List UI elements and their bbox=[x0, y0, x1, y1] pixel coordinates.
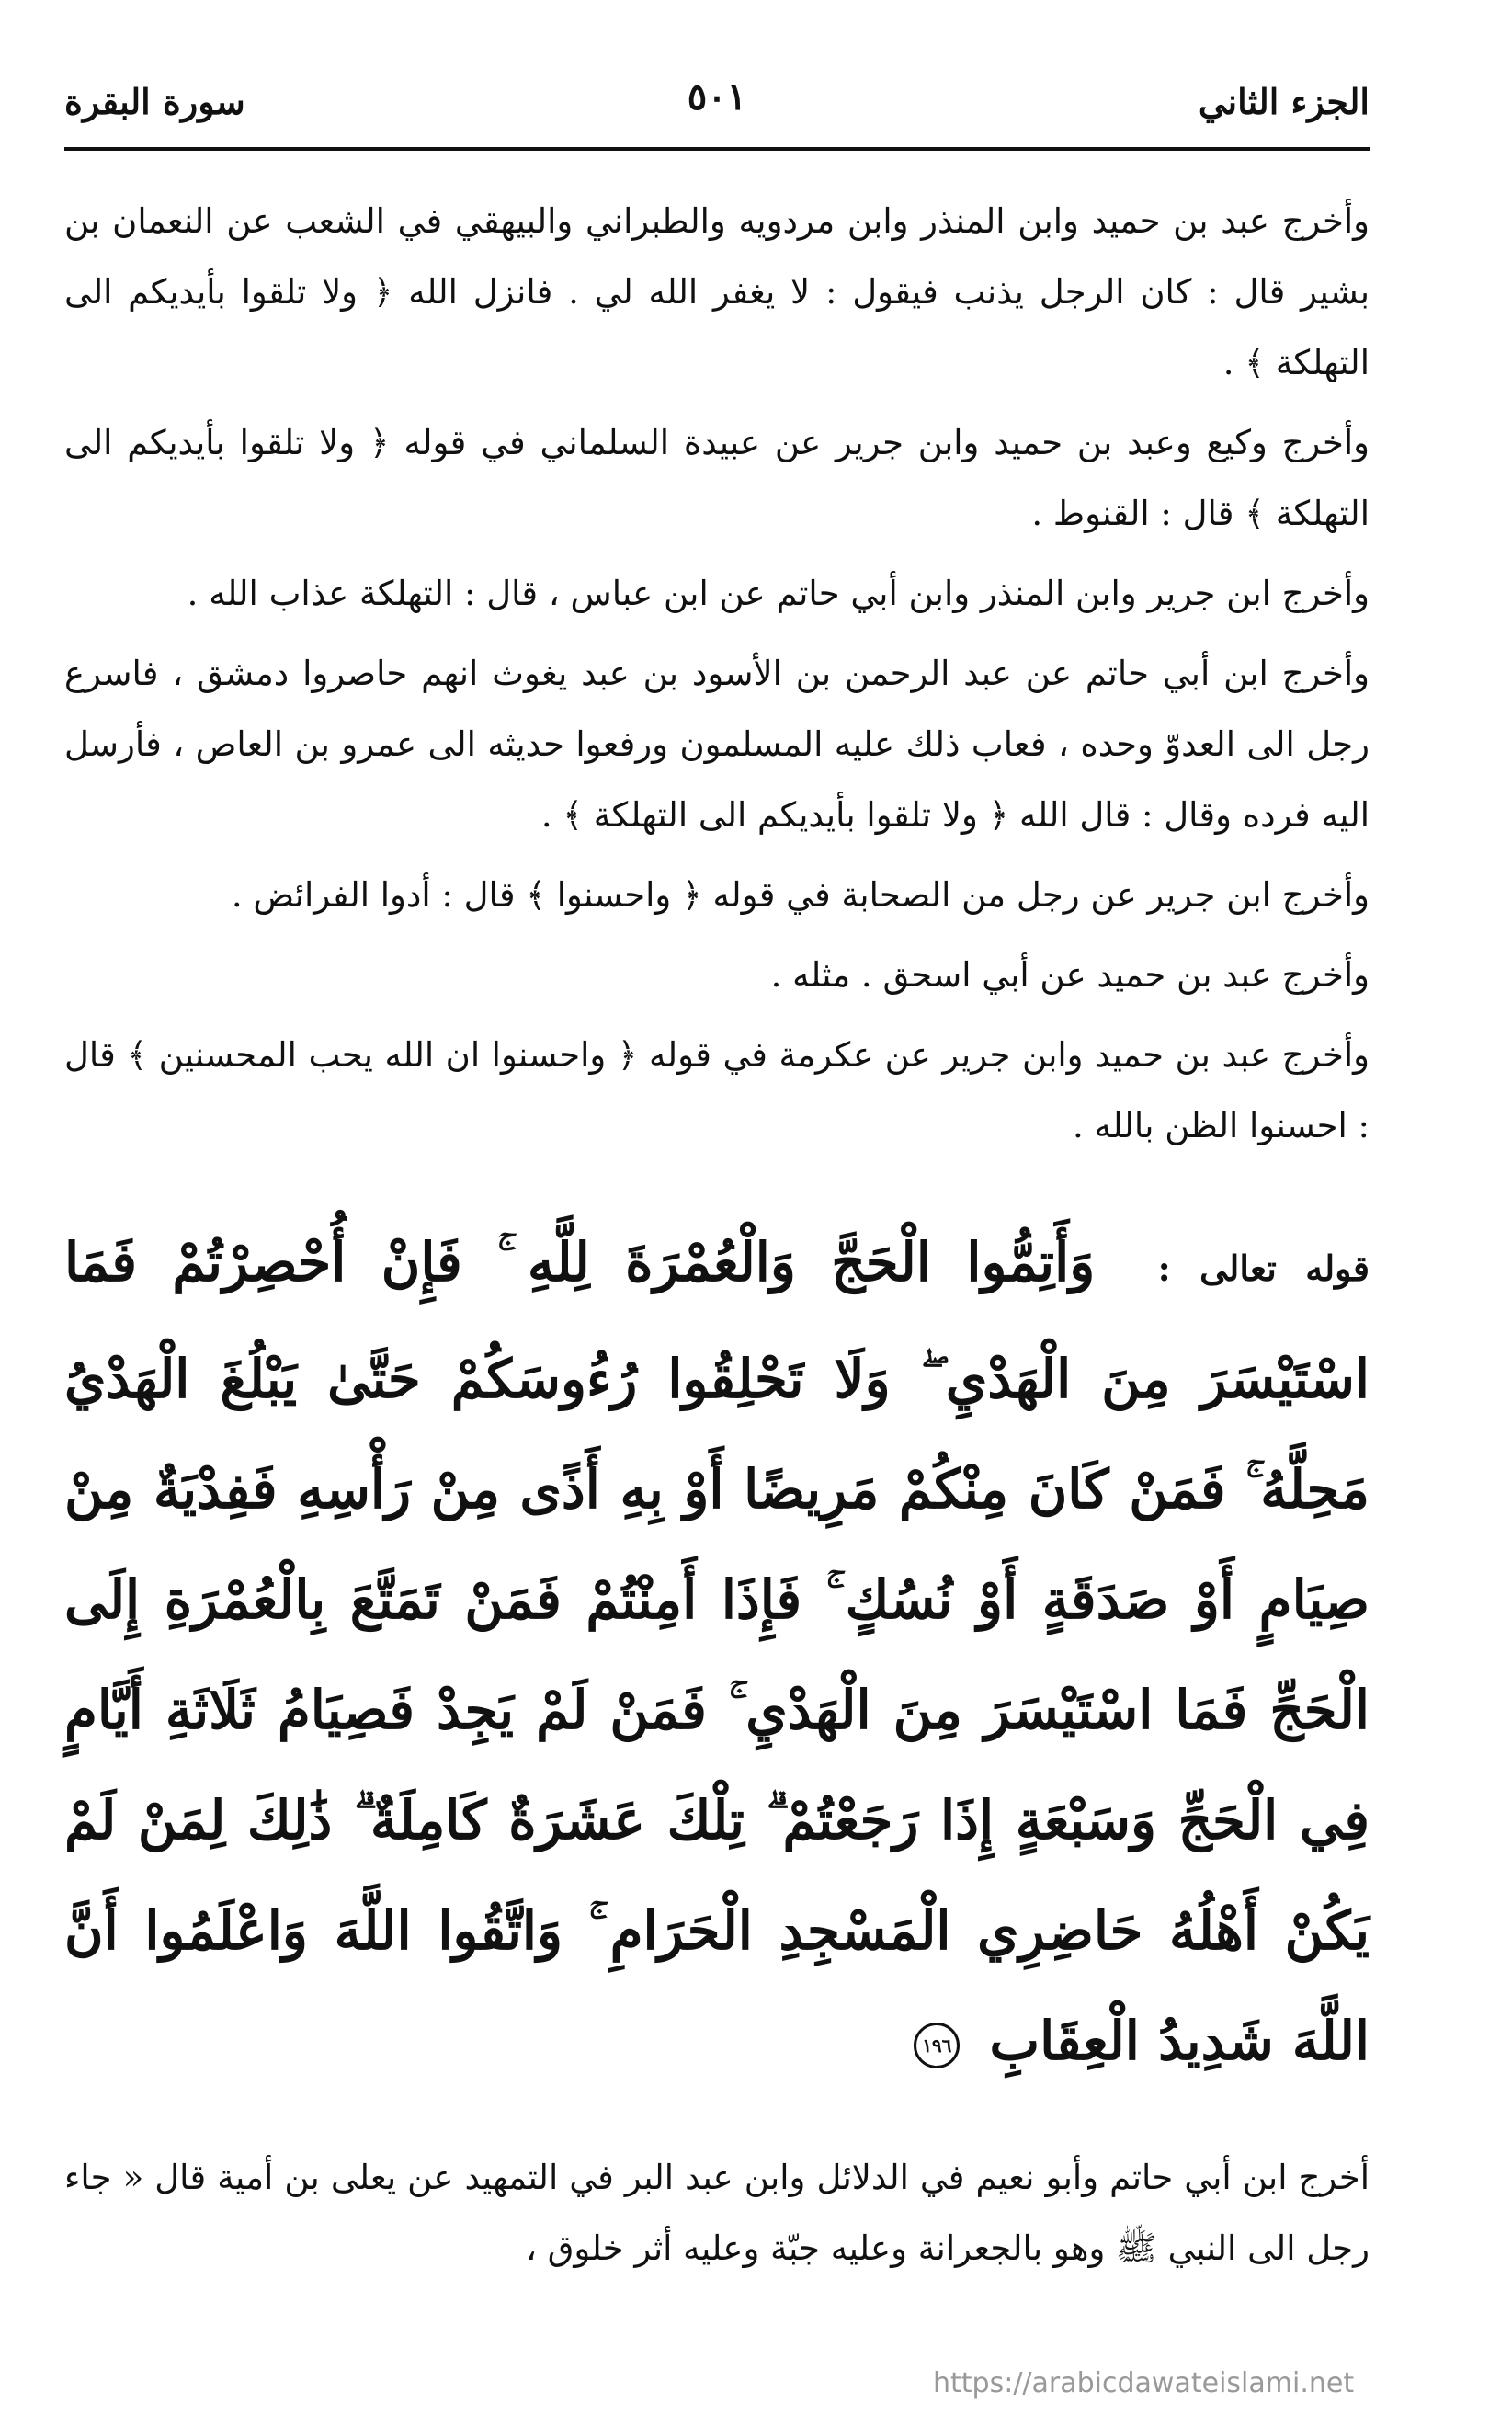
page-number: ٥٠١ bbox=[687, 75, 747, 119]
verse-intro: قوله تعالى : bbox=[1157, 1248, 1370, 1289]
page bbox=[64, 55, 1370, 2353]
paragraph-6: وأخرج عبد بن حميد عن أبي اسحق . مثله . bbox=[770, 955, 1370, 995]
page-header bbox=[64, 55, 1370, 151]
ayah-number-marker: ١٩٦ bbox=[914, 2023, 960, 2068]
paragraph-1: وأخرج عبد بن حميد وابن المنذر وابن مردويه والطبراني والبيهقي في الشعب عن النعمان بن بشير قال : كان الرجل يذنب فيقول : لا يغفر الله لي . فانزل الله ﴿ ولا تلقوا بأيديكم الى التهلكة ﴾ . bbox=[64, 201, 1370, 382]
paragraph-2: وأخرج وكيع وعبد بن حميد وابن جرير عن عبيدة السلماني في قوله ﴿ ولا تلقوا بأيديكم الى التهلكة ﴾ قال : القنوط . bbox=[64, 423, 1370, 533]
paragraph-4: وأخرج ابن أبي حاتم عن عبد الرحمن بن الأسود بن عبد يغوث انهم حاصروا دمشق ، فاسرع رجل الى العدوّ وحده ، فعاب ذلك عليه المسلمون ورفعوا حديثه الى عمرو بن العاص ، فأرسل اليه فرده وقال : قال الله ﴿ ولا تلقوا بأيديكم الى التهلكة ﴾ . bbox=[64, 654, 1370, 835]
verse-text: وَأَتِمُّوا الْحَجَّ وَالْعُمْرَةَ لِلَّهِ ۚ فَإِنْ أُحْصِرْتُمْ فَمَا اسْتَيْسَرَ مِنَ الْهَدْيِ ۖ وَلَا تَحْلِقُوا رُءُوسَكُمْ حَتَّىٰ يَبْلُغَ الْهَدْيُ مَحِلَّهُ ۚ فَمَنْ كَانَ مِنْكُمْ مَرِيضًا أَوْ بِهِ أَذًى مِنْ رَأْسِهِ فَفِدْيَةٌ مِنْ صِيَامٍ أَوْ صَدَقَةٍ أَوْ نُسُكٍ ۚ فَإِذَا أَمِنْتُمْ فَمَنْ تَمَتَّعَ بِالْعُمْرَةِ إِلَى الْحَجِّ فَمَا اسْتَيْسَرَ مِنَ الْهَدْيِ ۚ فَمَنْ لَمْ يَجِدْ فَصِيَامُ ثَلَاثَةِ أَيَّامٍ فِي الْحَجِّ وَسَبْعَةٍ إِذَا رَجَعْتُمْ ۗ تِلْكَ عَشَرَةٌ كَامِلَةٌ ۗ ذَٰلِكَ لِمَنْ لَمْ يَكُنْ أَهْلُهُ حَاضِرِي الْمَسْجِدِ الْحَرَامِ ۚ وَاتَّقُوا اللَّهَ وَاعْلَمُوا أَنَّ اللَّهَ شَدِيدُ الْعِقَابِ bbox=[64, 1231, 1370, 2072]
watermark-url: https://arabicdawateislami.net bbox=[933, 2367, 1355, 2399]
paragraph-7: وأخرج عبد بن حميد وابن جرير عن عكرمة في قوله ﴿ واحسنوا ان الله يحب المحسنين ﴾ قال : احسنوا الظن بالله . bbox=[64, 1035, 1370, 1145]
quran-verse-block bbox=[64, 1207, 1370, 2096]
paragraph-5: وأخرج ابن جرير عن رجل من الصحابة في قوله ﴿ واحسنوا ﴾ قال : أدوا الفرائض . bbox=[231, 875, 1370, 915]
following-paragraph: أخرج ابن أبي حاتم وأبو نعيم في الدلائل وابن عبد البر في التمهيد عن يعلى بن أمية قال « جاء رجل الى النبي ﷺ وهو بالجعرانة وعليه جبّة وعليه أثر خلوق ، bbox=[64, 2158, 1370, 2268]
part-title: الجزء الثاني bbox=[1198, 80, 1370, 122]
commentary-body bbox=[64, 186, 1370, 1161]
surah-title: سورة البقرة bbox=[64, 80, 245, 122]
paragraph-3: وأخرج ابن جرير وابن المنذر وابن أبي حاتم عن ابن عباس ، قال : التهلكة عذاب الله . bbox=[187, 574, 1370, 613]
